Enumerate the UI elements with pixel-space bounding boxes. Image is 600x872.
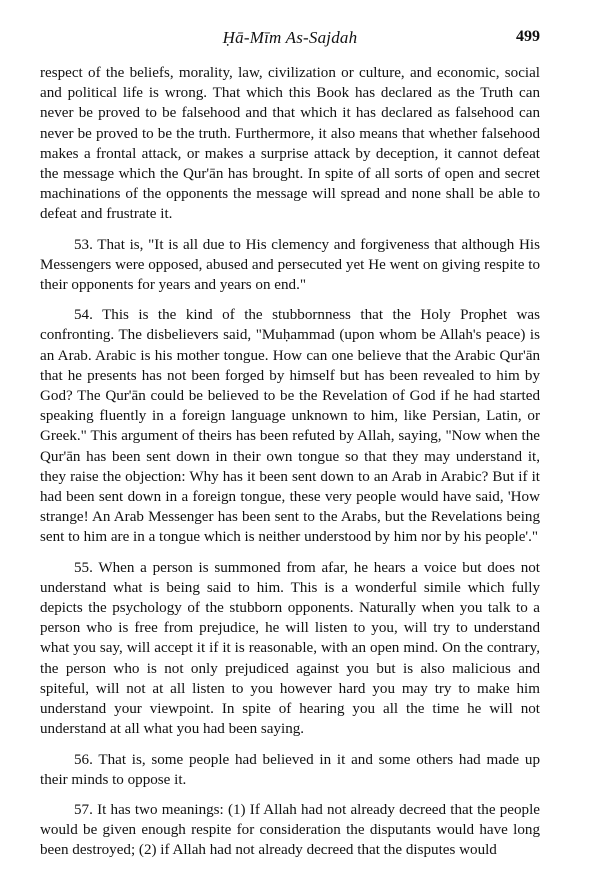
note-56: 56. That is, some people had believed in it and some others had made up their minds to oppose it. <box>40 751 540 788</box>
body-text <box>40 63 540 871</box>
page-number: 499 <box>516 28 540 45</box>
note-55: 55. When a person is summoned from afar, he hears a voice but does not understand what is being said to him. This is a wonderful simile which fully depicts the psychology of the stubborn opponents. Naturally when you talk to a person who is free from prejudice, he will listen to you, will try to understand what you say, will accept it if it is reasonable, with an open mind. On the contrary, the person who is not only prejudiced against you but is also malicious and spiteful, will not at all listen to you however hard you may try to make him understand your viewpoint. In spite of hearing you all the time he will not understand at all what you had been saying. <box>40 559 540 738</box>
running-title: Ḥā-Mīm As-Sajdah <box>222 28 358 47</box>
note-57: 57. It has two meanings: (1) If Allah had not already decreed that the people would be given enough respite for consideration the disputants would have long been destroyed; (2) if Allah had not already decreed that the disputes would <box>40 801 540 859</box>
paragraph-continuation: respect of the beliefs, morality, law, civilization or culture, and economic, social and political life is wrong. That which this Book has declared as the Truth can never be proved to be falsehood and that which it has declared as falsehood can never be proved to be the truth. Furthermore, it also means that whether falsehood makes a frontal attack, or makes a surprise attack by deception, it cannot defeat the message which the Qur'ān has brought. In spite of all sorts of open and secret machinations of the opponents the message will spread and none shall be able to defeat and frustrate it. <box>40 65 540 223</box>
page-header <box>40 28 540 52</box>
note-53: 53. That is, "It is all due to His clemency and forgiveness that although His Messengers were opposed, abused and persecuted yet He went on giving respite to their opponents for years and years on end." <box>40 236 540 294</box>
note-54: 54. This is the kind of the stubbornness that the Holy Prophet was confronting. The disbelievers said, "Muḥammad (upon whom be Allah's peace) is an Arab. Arabic is his mother tongue. How can one believe that the Arabic Qur'ān that he presents has not been forged by himself but has been revealed to him by God? The Qur'ān could be believed to be the Revelation of God if he had started speaking fluently in a foreign language unknown to him, like Persian, Latin, or Greek." This argument of theirs has been refuted by Allah, saying, "Now when the Qur'ān has been sent down in their own tongue so that they may understand it, they raise the objection: Why has it been sent down to an Arab in Arabic? But if it had been sent down in a foreign tongue, these very people would have said, 'How strange! An Arab Messenger has been sent to the Arabs, but the Revelations being sent to him are in a tongue which is neither understood by him nor by his people'." <box>40 307 540 546</box>
